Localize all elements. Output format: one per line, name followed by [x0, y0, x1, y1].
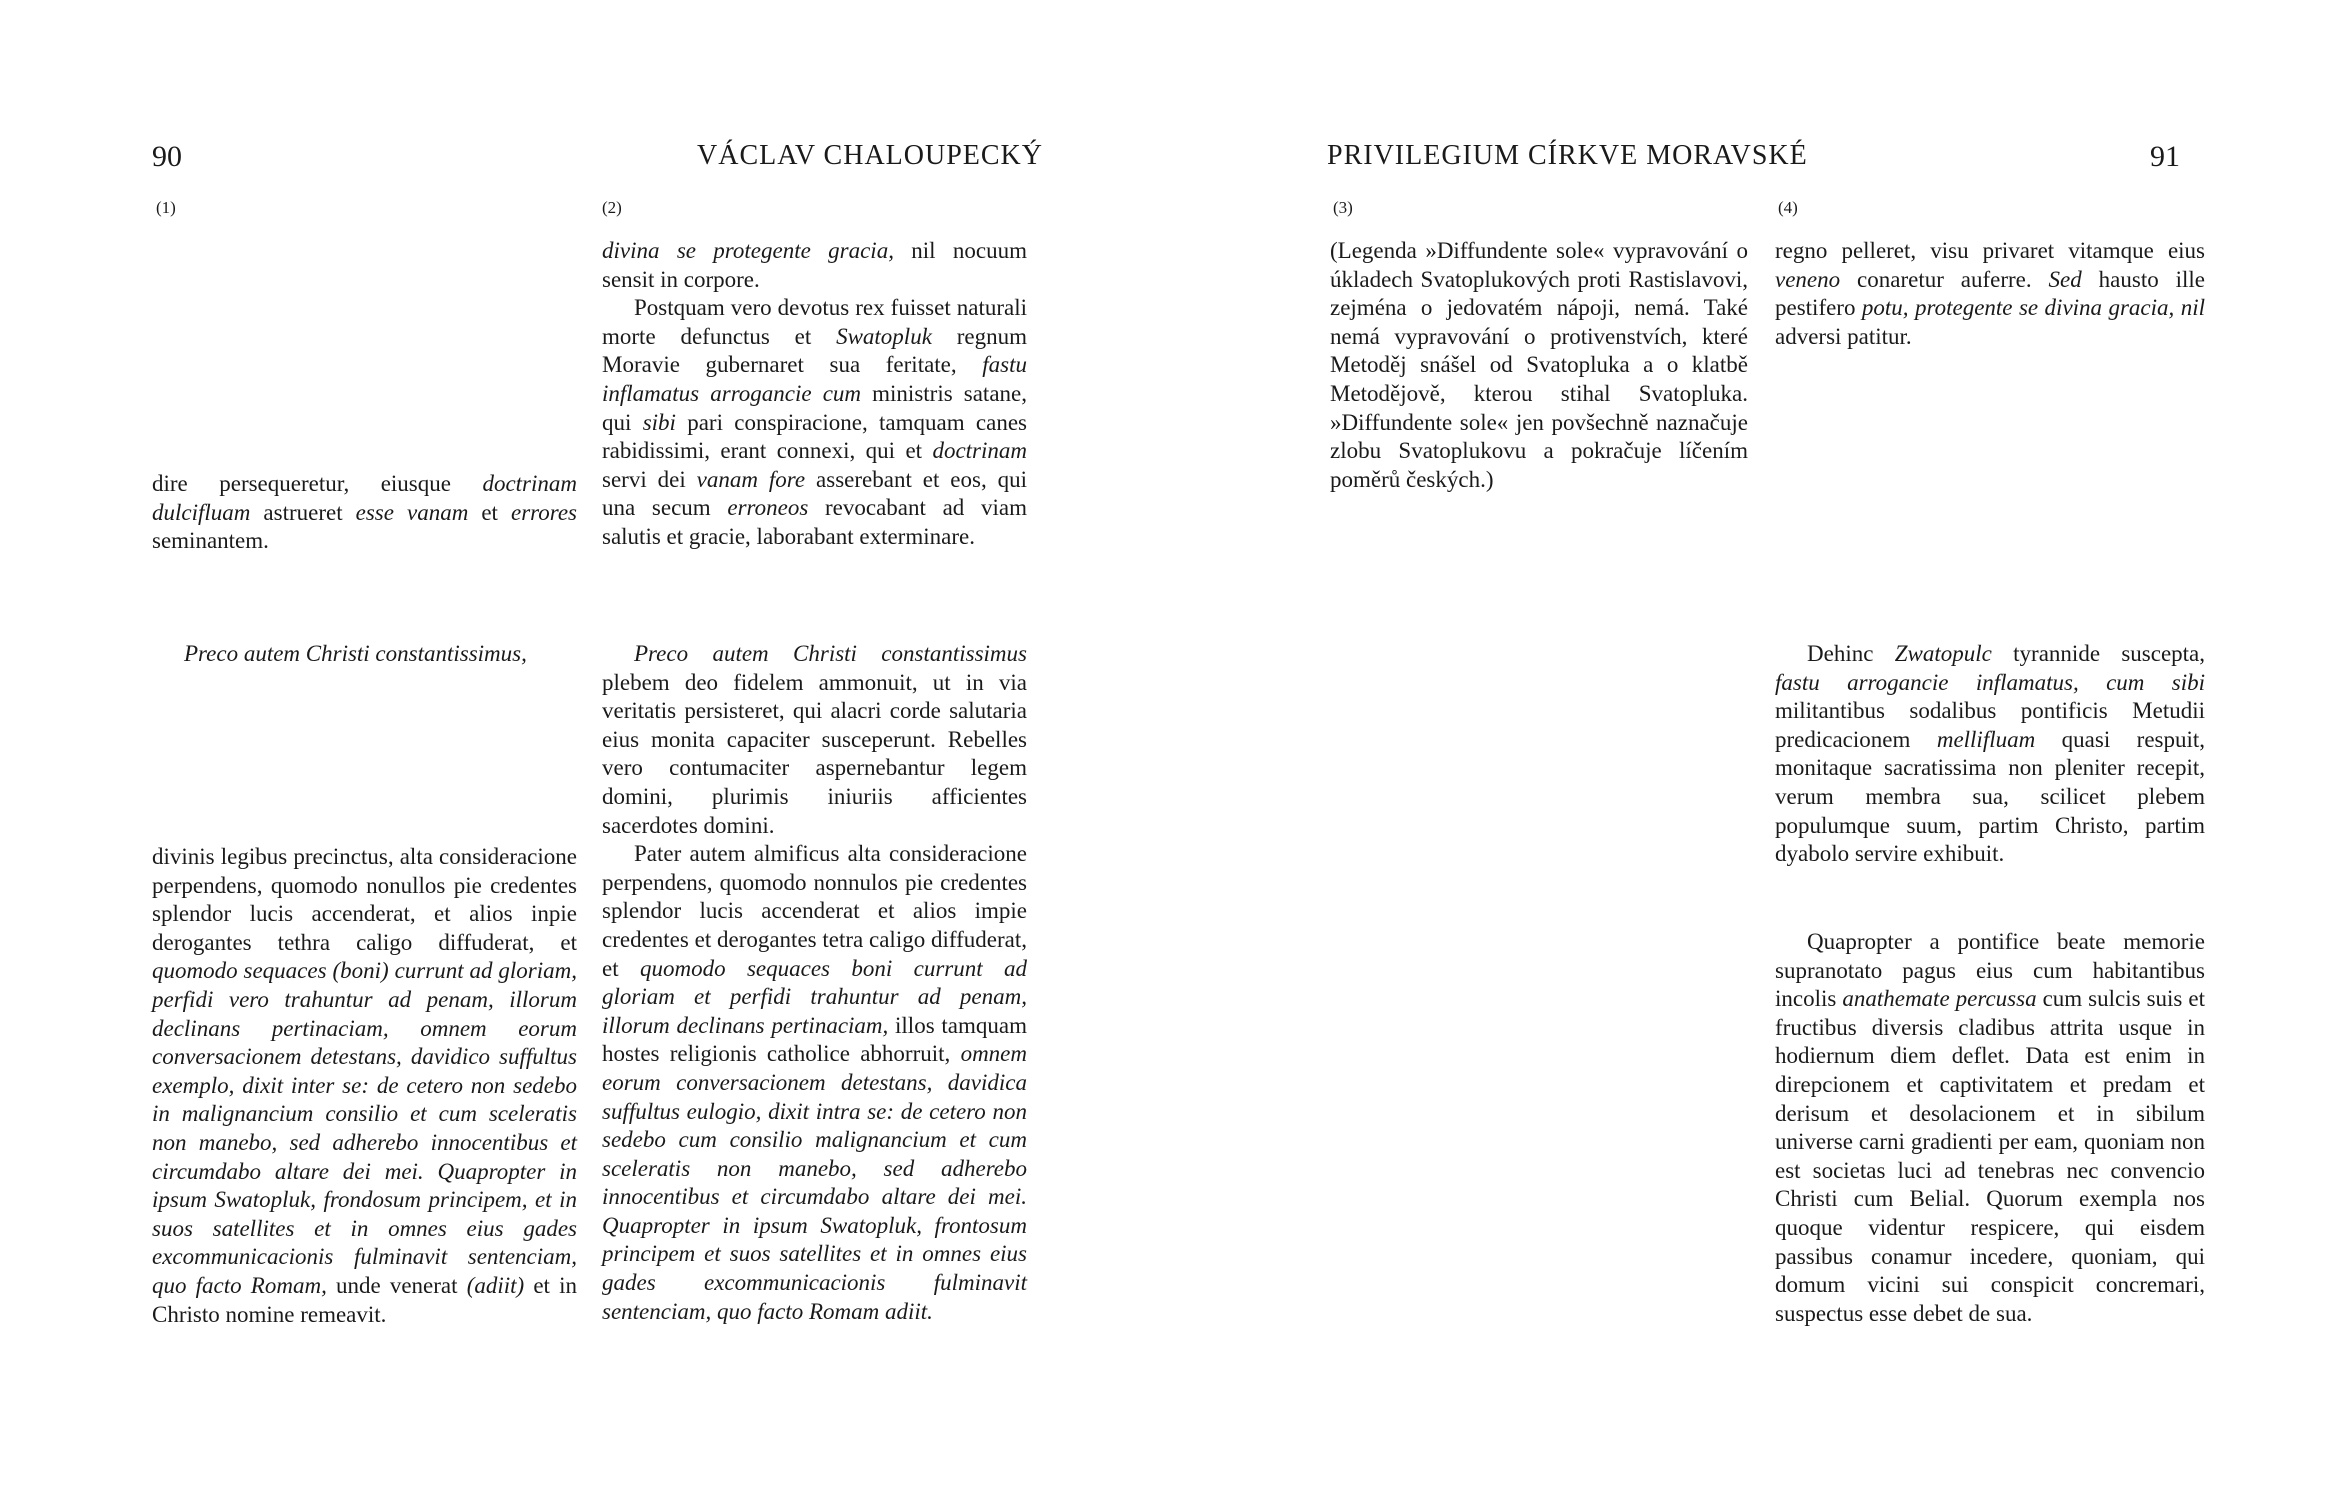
paragraph: dire persequeretur, eiusque doctrinam dulcifluam astrueret esse vanam et errores seminantem. [152, 471, 577, 554]
paragraph: Dehinc Zwatopulc tyrannide suscepta, fastu arrogancie inflamatus, cum sibi militantibus sodalibus pontificis Metudii predicacionem mellifluam quasi respuit, monitaque sacratissima non pleniter recepit, verum membra sua, scilicet plebem populumque suum, partim Christo, partim dyabolo servire exhibuit. [1775, 641, 2206, 867]
page-number-left: 90 [152, 140, 182, 173]
column-label-4: (4) [1778, 198, 1798, 217]
column-label-2: (2) [602, 198, 622, 217]
paragraph: regno pelleret, visu privaret vitamque eius veneno conaretur auferre. Sed hausto ille pestifero potu, protegente se divina gracia, nil adversi patitur. [1775, 238, 2206, 349]
col1-block-3 [152, 843, 577, 1329]
col2-block-2 [602, 640, 1027, 1326]
col4-block-3 [1775, 928, 2205, 1328]
paragraph: Quapropter a pontifice beate memorie supranotato pagus eius cum habitantibus incolis anathemate percussa cum sulcis suis et fructibus diversis cladibus attrita usque in hodiernum diem deflet. Data est enim in direpcionem et captivitatem et predam et derisum et desolacionem et in sibilum universe carni gradienti per eam, quoniam non est societas luci ad tenebras nec convencio Christi cum Belial. Quorum exempla nos quoque videntur respicere, qui eisdem passibus conamur incedere, quoniam, qui domum vicini sui conspicit concremari, suspectus esse debet de sua. [1775, 929, 2205, 1326]
column-label-3: (3) [1333, 198, 1353, 217]
paragraph: Pater autem almificus alta consideracione perpendens, quomodo nonnulos pie credentes splendor lucis accenderat et alios impie credentes et derogantes tetra caligo diffuderat, et quomodo sequaces boni currunt ad gloriam et perfidi trahuntur ad penam, illorum declinans pertinaciam, illos tamquam hostes religionis catholice abhorruit, omnem eorum conversacionem detestans, davidica suffultus eulogio, dixit intra se: de cetero non sedebo cum consilio malignancium et cum sceleratis non manebo, sed adherebo innocentibus et circumdabo altare dei mei. Quapropter in ipsum Swatopluk, frontosum principem et suos satellites et in omnes eius gades excommunicacionis fulminavit sentenciam, quo facto Romam adiit. [602, 841, 1027, 1324]
running-head-right: PRIVILEGIUM CÍRKVE MORAVSKÉ [1327, 140, 1808, 171]
running-head-left: VÁCLAV CHALOUPECKÝ [697, 140, 1044, 171]
right-page [1170, 0, 2340, 1500]
paragraph: divinis legibus precinctus, alta consideracione perpendens, quomodo nonullos pie credentes splendor lucis accenderat, et alios inpie derogantes tethra caligo diffuderat, et quomodo sequaces (boni) currunt ad gloriam, perfidi vero trahuntur ad penam, illorum declinans pertinaciam, omnem eorum conversacionem detestans, davidico suffultus exemplo, dixit inter se: de cetero non sedebo in malignancium consilio et cum sceleratis non manebo, sed adherebo innocentibus et circumdabo altare dei mei. Quapropter in ipsum Swatopluk, frondosum principem, et in suos satellites et in omnes eius gades excommunicacionis fulminavit sentenciam, quo facto Romam, unde venerat (adiit) et in Christo nomine remeavit. [152, 844, 577, 1327]
paragraph: divina se protegente gracia, nil nocuum sensit in corpore. [602, 238, 1027, 292]
col2-block-1 [602, 237, 1027, 552]
paragraph: Preco autem Christi constantissimus plebem deo fidelem ammonuit, ut in via veritatis persisteret, qui alacri corde salutaria eius monita capaciter susceperunt. Rebelles vero contumaciter aspernebantur legem domini, plurimis iniuriis afficientes sacerdotes domini. [602, 641, 1027, 838]
col1-block-1 [152, 470, 577, 556]
paragraph: Postquam vero devotus rex fuisset naturali morte defunctus et Swatopluk regnum Moravie gubernaret sua feritate, fastu inflamatus arrogancie cum ministris satane, qui sibi pari conspiracione, tamquam canes rabidissimi, erant connexi, qui et doctrinam servi dei vanam fore asserebant et eos, qui una secum erroneos revocabant ad viam salutis et gracie, laborabant exterminare. [602, 295, 1028, 549]
col1-block-2 [152, 640, 577, 669]
paragraph: Preco autem Christi constantissimus, [184, 641, 527, 666]
col4-block-1 [1775, 237, 2205, 351]
col3-block-1 [1330, 237, 1748, 494]
paragraph: (Legenda »Diffundente sole« vypravování o úkladech Svatoplukových proti Rastislavovi, zejména o jedovatém nápoji, nemá. Také nemá vypravování o protivenstvích, které Metoděj snášel od Svatopluka a o klatbě Metodějově, kterou stihal Svatopluka. »Diffundente sole« jen povšechně naznačuje zlobu Svatoplukovu a pokračuje líčením poměrů českých.) [1330, 238, 1748, 492]
col4-block-2 [1775, 640, 2205, 869]
column-label-1: (1) [156, 198, 176, 217]
page-number-right: 91 [2150, 140, 2180, 173]
